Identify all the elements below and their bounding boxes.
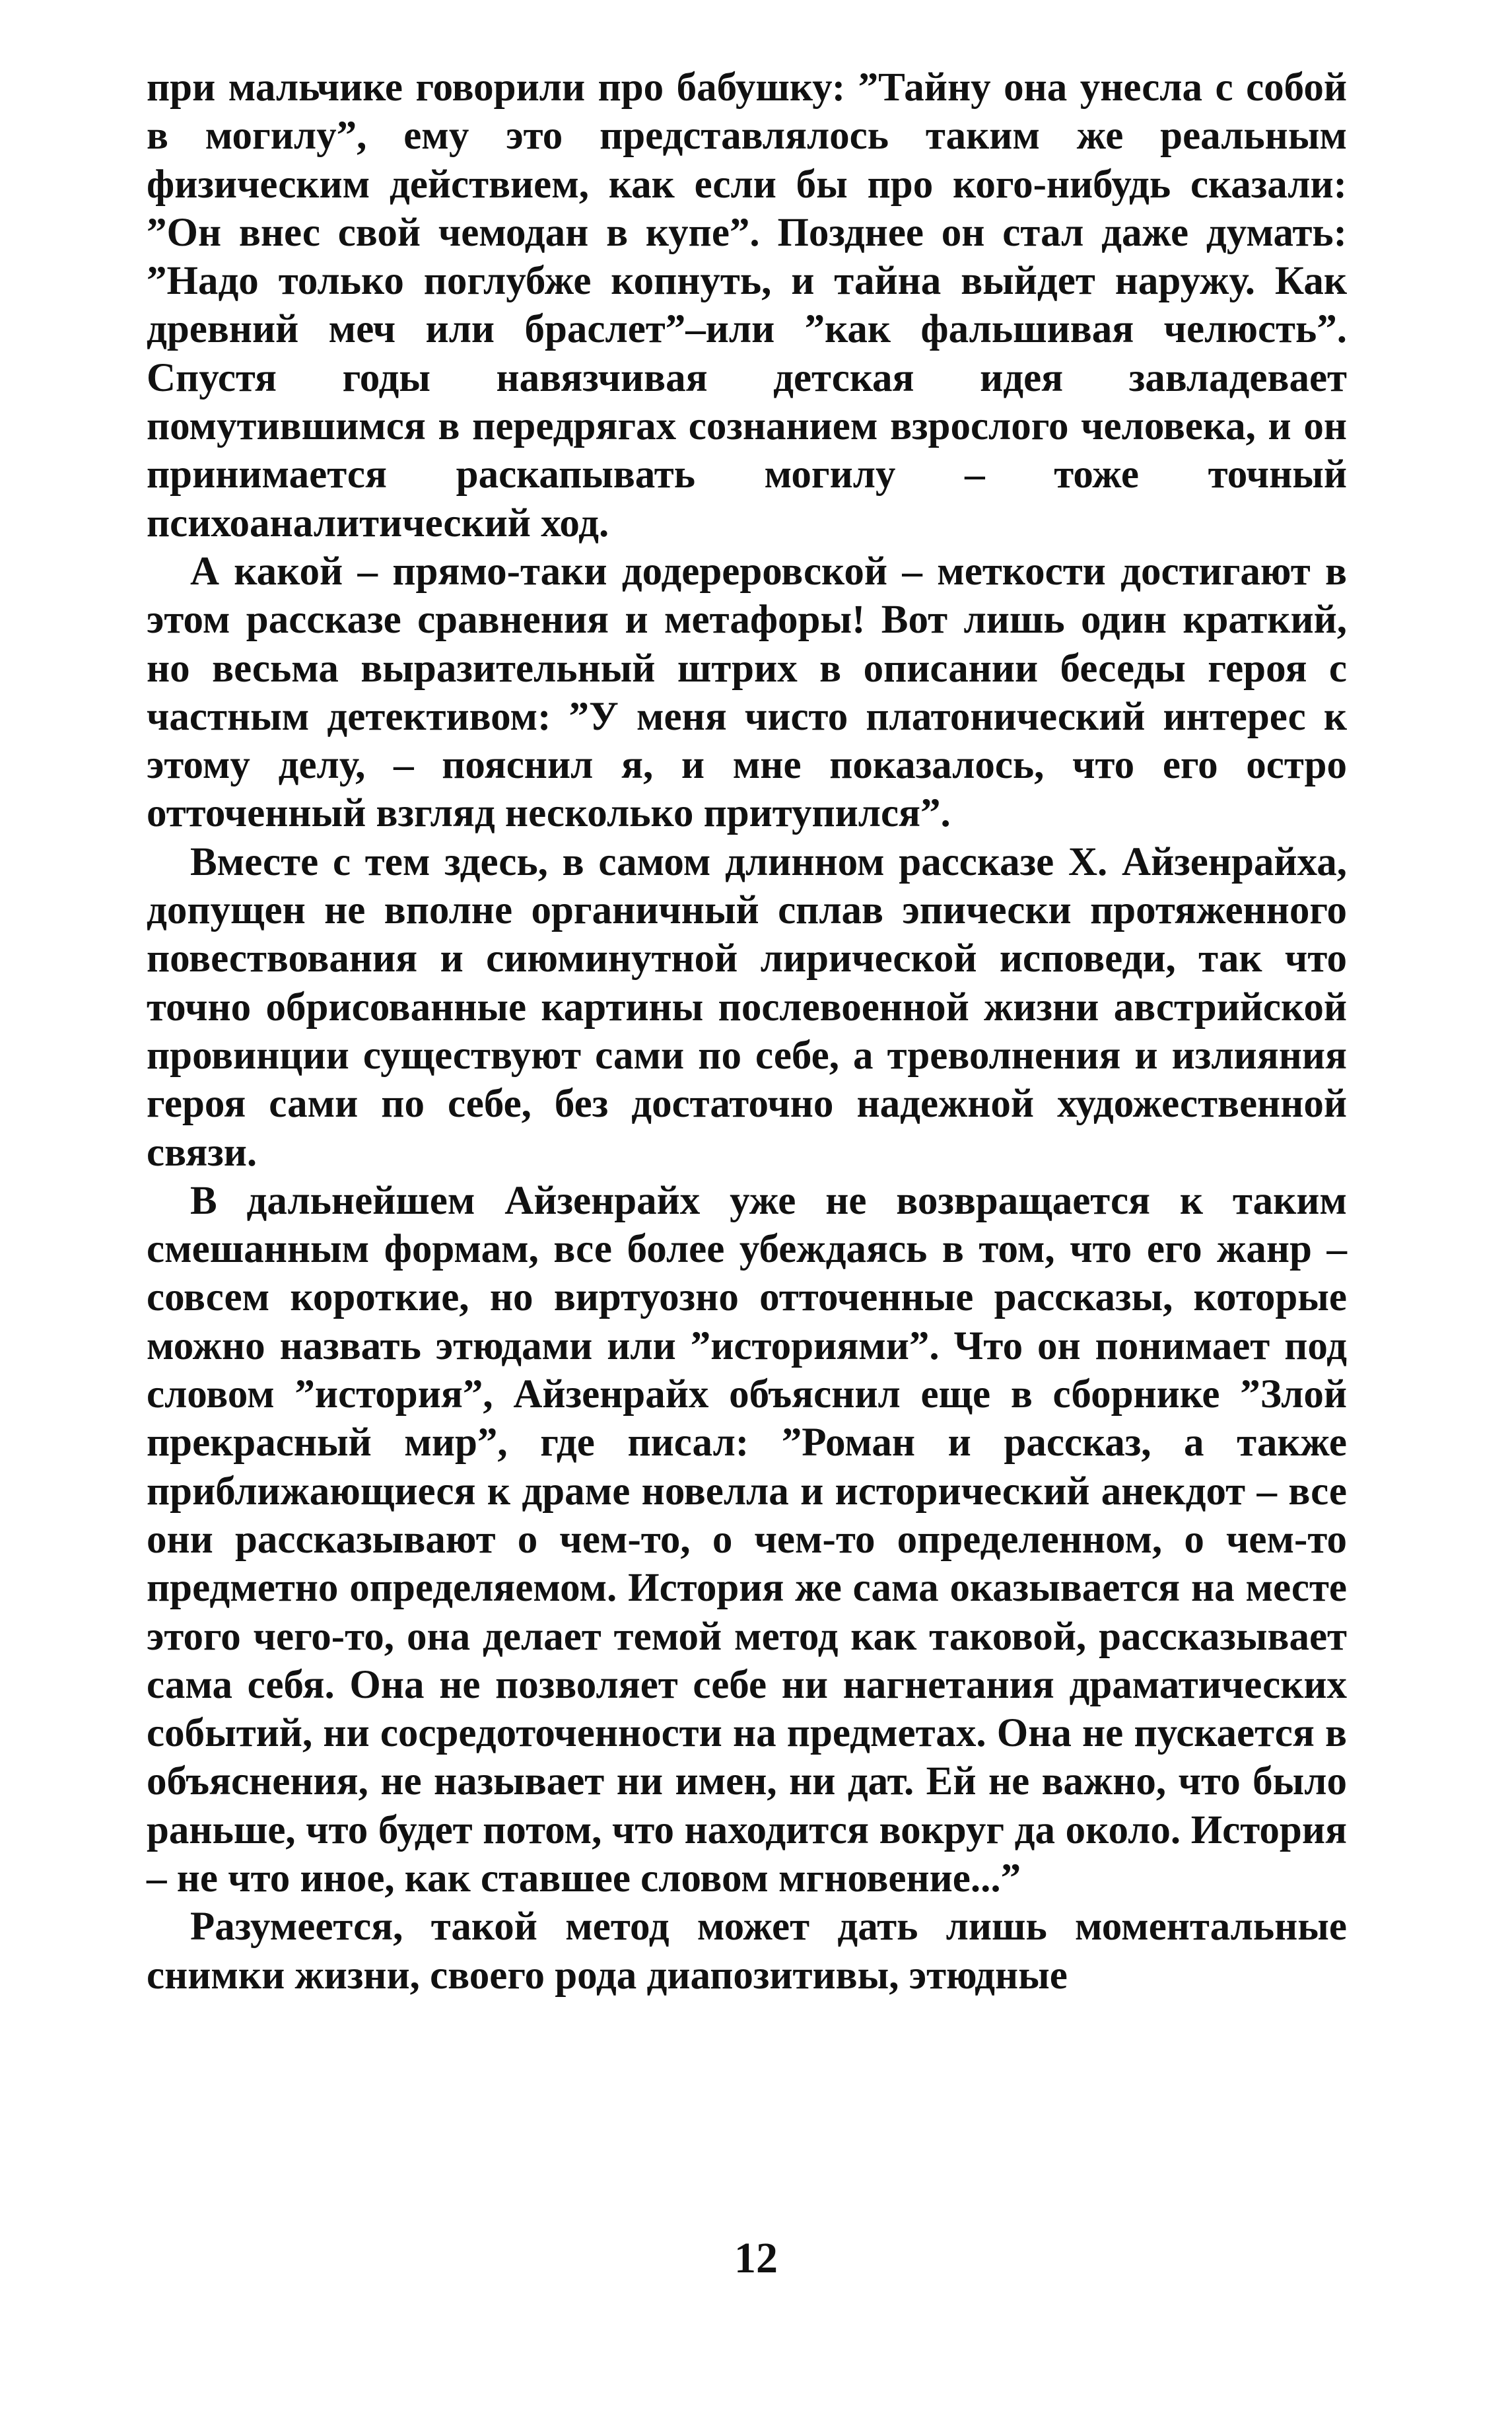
page-number: 12 xyxy=(734,2234,778,2282)
paragraph-4: В дальнейшем Айзенрайх уже не возвращается к таким смешанным формам, все более убеждаясь в том, что его жанр – совсем короткие, но виртуозно отточенные рассказы, которые можно назвать этюдами или ”историями”. Что он понимает под словом ”история”, Айзенрайх объяснил еще в сборнике ”Злой прекрасный мир”, где писал: ”Роман и рассказ, а также приближающиеся к драме новелла и исторический анекдот – все они рассказывают о чем-то, о чем-то определенном, о чем-то предметно определяемом. История же сама оказывается на месте этого чего-то, она делает темой метод как таковой, рассказывает сама себя. Она не позволяет себе ни нагнетания драматических событий, ни сосредоточенности на предметах. Она не пускается в объяснения, не называет ни имен, ни дат. Ей не важно, что было раньше, что будет потом, что находится вокруг да около. История – не что иное, как ставшее словом мгновение...” xyxy=(147,1178,1347,1901)
paragraph-5: Разумеется, такой метод может дать лишь моментальные снимки жизни, своего рода диапозитивы, этюдные xyxy=(147,1905,1347,1998)
paragraph-2: А какой – прямо-таки додереровской – меткости достигают в этом рассказе сравнения и метафоры! Вот лишь один краткий, но весьма выразительный штрих в описании беседы героя с частным детективом: ”У меня чисто платонический интерес к этому делу, – пояснил я, и мне показалось, что его остро отточенный взгляд несколько притупился”. xyxy=(147,549,1347,836)
paragraph-3: Вместе с тем здесь, в самом длинном рассказе Х. Айзенрайха, допущен не вполне органичный сплав эпически протяженного повествования и сиюминутной лирической исповеди, так что точно обрисованные картины послевоенной жизни австрийской провинции существуют сами по себе, а треволнения и излияния героя сами по себе, без достаточно надежной художественной связи. xyxy=(147,839,1347,1175)
document-page xyxy=(147,63,1347,2000)
paragraph-1: при мальчике говорили про бабушку: ”Тайну она унесла с собой в могилу”, ему это представлялось таким же реальным физическим действием, как если бы про кого-нибудь сказали: ”Он внес свой чемодан в купе”. Позднее он стал даже думать: ”Надо только поглубже копнуть, и тайна выйдет наружу. Как древний меч или браслет”–или ”как фальшивая челюсть”. Спустя годы навязчивая детская идея завладевает помутившимся в передрягах сознанием взрослого человека, и он принимается раскапывать могилу – тоже точный психоаналитический ход. xyxy=(147,65,1347,545)
